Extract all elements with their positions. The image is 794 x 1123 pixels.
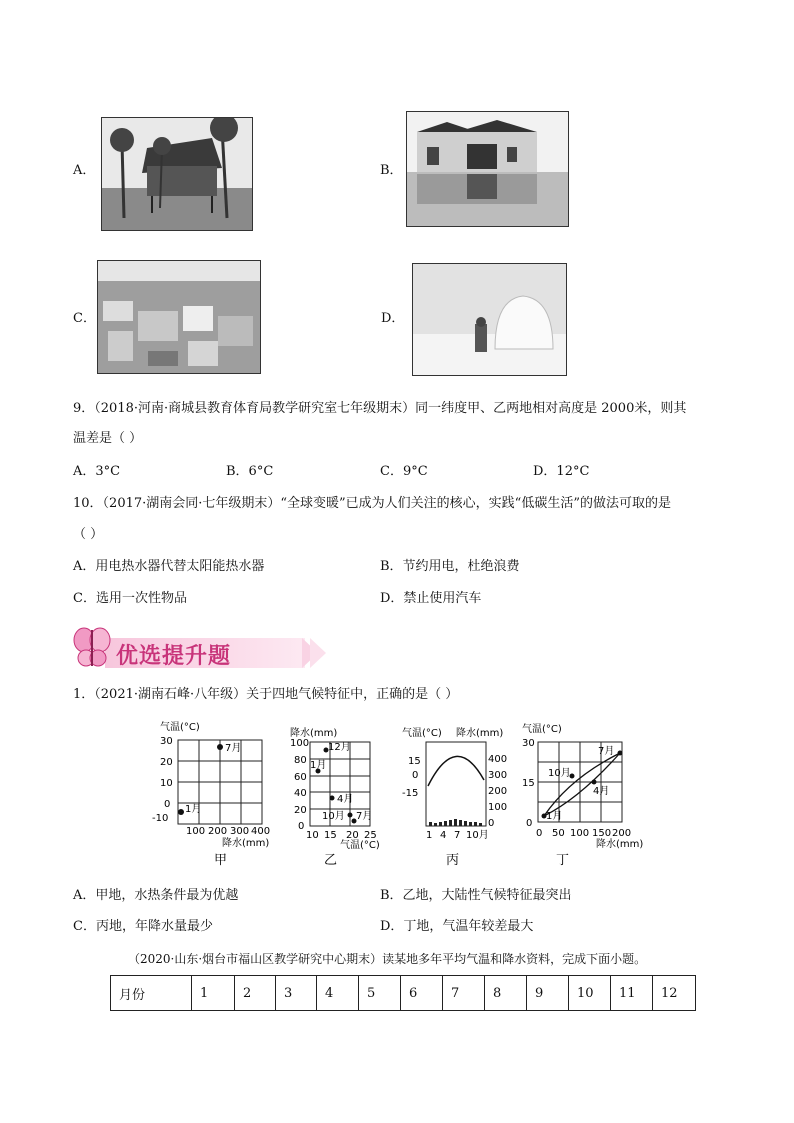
ding-point-label: 7月 (598, 746, 615, 757)
yi-ytick: 0 (298, 821, 305, 832)
option-d-letter: D． (381, 311, 405, 326)
bing-ytick-left: -15 (402, 788, 419, 799)
climate-data-table (110, 975, 696, 1011)
table-cell: 10 (569, 976, 611, 1011)
bing-ylabel-right: 降水(mm) (456, 728, 504, 739)
yi-ylabel: 降水(mm) (290, 728, 338, 739)
table-cell: 6 (401, 976, 443, 1011)
yi-point-label: 4月 (337, 794, 354, 805)
yi-point-label: 1月 (310, 760, 327, 771)
option-c-photo (97, 260, 261, 374)
ding-xtick: 50 (552, 828, 565, 839)
q1-stem: 1．（2021·湖南石峰·八年级）关于四地气候特征中，正确的是（ ） (73, 687, 459, 702)
table-cell: 2 (235, 976, 276, 1011)
yi-ytick: 40 (294, 788, 307, 799)
ding-xtick: 0 (536, 828, 543, 839)
bing-ytick-left: 0 (412, 770, 419, 781)
ding-xtick: 200 (612, 828, 632, 839)
caption-ding: 丁 (556, 853, 570, 868)
q10-option-c[interactable]: C．选用一次性物品 (73, 591, 187, 606)
bing-ytick-right: 0 (488, 818, 495, 829)
jia-xtick: 100 (186, 826, 206, 837)
table-cell: 7 (443, 976, 485, 1011)
ding-point-label: 4月 (593, 786, 610, 797)
bing-ytick-left: 15 (408, 756, 421, 767)
option-b-letter: B． (380, 163, 403, 178)
table-cell: 月份 (111, 976, 192, 1011)
ding-ytick: 15 (522, 778, 535, 789)
q9-option-d[interactable]: D．12°C (533, 464, 590, 479)
q10-stem-line1: 10．（2017·湖南会同·七年级期末）“全球变暖”已成为人们关注的核心，实践“低碳生活”的做法可取的是 (73, 496, 671, 511)
q10-option-d[interactable]: D．禁止使用汽车 (380, 591, 482, 606)
yi-xlabel: 气温(°C) (340, 840, 380, 851)
table-cell: 3 (276, 976, 317, 1011)
bing-ytick-right: 200 (488, 786, 508, 797)
bing-xtick: 10月 (466, 830, 489, 841)
jia-point-label: 1月 (185, 804, 202, 815)
yi-point (330, 796, 335, 801)
jia-xtick: 200 (208, 826, 228, 837)
ding-xlabel: 降水(mm) (596, 839, 644, 850)
climate-charts (150, 718, 650, 868)
option-d-photo (412, 263, 567, 376)
chart-jia (152, 721, 270, 868)
option-b-photo (406, 111, 569, 227)
ding-xtick: 100 (570, 828, 590, 839)
ding-ytick: 30 (522, 738, 535, 749)
yi-point (348, 813, 353, 818)
table-cell: 9 (527, 976, 569, 1011)
yi-point-label: 12月 (328, 742, 351, 753)
caption-bing: 丙 (446, 853, 460, 868)
q10-option-a[interactable]: A．用电热水器代替太阳能热水器 (73, 559, 265, 574)
caption-yi: 乙 (324, 853, 338, 868)
yi-point-label: 7月 (356, 811, 373, 822)
yi-xtick: 20 (346, 830, 359, 841)
bing-xtick: 4 (440, 830, 447, 841)
option-c-letter: C． (73, 311, 96, 326)
table-cell: 4 (317, 976, 359, 1011)
jia-point (217, 744, 223, 750)
option-a-letter: A． (73, 163, 96, 178)
table-cell: 12 (653, 976, 696, 1011)
q10-option-b[interactable]: B．节约用电，杜绝浪费 (380, 559, 520, 574)
q9-option-a[interactable]: A．3°C (73, 464, 121, 479)
bing-ylabel-left: 气温(°C) (402, 728, 442, 739)
jia-ytick: 0 (164, 799, 171, 810)
ding-point-label: 1月 (546, 811, 563, 822)
jia-point-label: 7月 (225, 743, 242, 754)
yi-xtick: 25 (364, 830, 377, 841)
jia-xtick: 300 (230, 826, 250, 837)
yi-point-label: 10月 (322, 811, 345, 822)
q1-option-c[interactable]: C．丙地，年降水量最少 (73, 919, 213, 934)
section-banner (70, 622, 330, 672)
q9-option-b[interactable]: B．6°C (226, 464, 274, 479)
jia-ylabel: 气温(°C) (160, 722, 200, 733)
chart-yi (290, 726, 380, 868)
chart-bing (402, 726, 507, 868)
jia-xtick: 400 (251, 826, 271, 837)
yi-xtick: 15 (324, 830, 337, 841)
next-question-intro: （2020·山东·烟台市福山区教学研究中心期末）读某地多年平均气温和降水资料，完成下面小题。 (128, 952, 647, 966)
bing-xtick: 7 (454, 830, 461, 841)
q1-option-b[interactable]: B．乙地，大陆性气候特征最突出 (380, 888, 572, 903)
bing-ytick-right: 100 (488, 802, 508, 813)
q1-option-d[interactable]: D．丁地，气温年较差最大 (380, 919, 534, 934)
yi-ytick: 80 (294, 755, 307, 766)
jia-ytick: 20 (160, 757, 173, 768)
q1-option-a[interactable]: A．甲地，水热条件最为优越 (73, 888, 239, 903)
bing-ytick-right: 300 (488, 770, 508, 781)
jia-xlabel: 降水(mm) (222, 838, 270, 849)
yi-xtick: 10 (306, 830, 319, 841)
q9-stem-line1: 9．（2018·河南·商城县教育体育局教学研究室七年级期末）同一纬度甲、乙两地相对高度是 2000米，则其 (73, 401, 687, 416)
table-row (111, 976, 696, 1011)
ding-point (592, 780, 597, 785)
bing-precip-bars (429, 819, 482, 826)
option-a-photo (101, 117, 253, 231)
jia-ytick: 10 (160, 778, 173, 789)
table-cell: 8 (485, 976, 527, 1011)
yi-ytick: 60 (294, 772, 307, 783)
caption-jia: 甲 (214, 853, 228, 868)
ding-point (618, 751, 623, 756)
bing-temp-curve (428, 756, 484, 786)
q9-option-c[interactable]: C．9°C (380, 464, 428, 479)
jia-ytick: 30 (160, 736, 173, 747)
table-cell: 1 (192, 976, 235, 1011)
q9-stem-line2: 温差是（ ） (73, 431, 143, 446)
ding-ylabel: 气温(°C) (522, 724, 562, 735)
bing-xtick: 1 (426, 830, 433, 841)
bing-ytick-right: 400 (488, 754, 508, 765)
ding-point-label: 10月 (548, 768, 571, 779)
yi-ytick: 100 (290, 738, 310, 749)
jia-ytick: -10 (152, 813, 169, 824)
table-cell: 11 (611, 976, 653, 1011)
q10-stem-line2: （ ） (73, 527, 104, 542)
table-cell: 5 (359, 976, 401, 1011)
yi-ytick: 20 (294, 805, 307, 816)
jia-point (178, 809, 184, 815)
ding-xtick: 150 (592, 828, 612, 839)
section-title: 优选提升题 (116, 644, 232, 669)
ding-ytick: 0 (526, 818, 533, 829)
chart-ding (522, 723, 643, 868)
